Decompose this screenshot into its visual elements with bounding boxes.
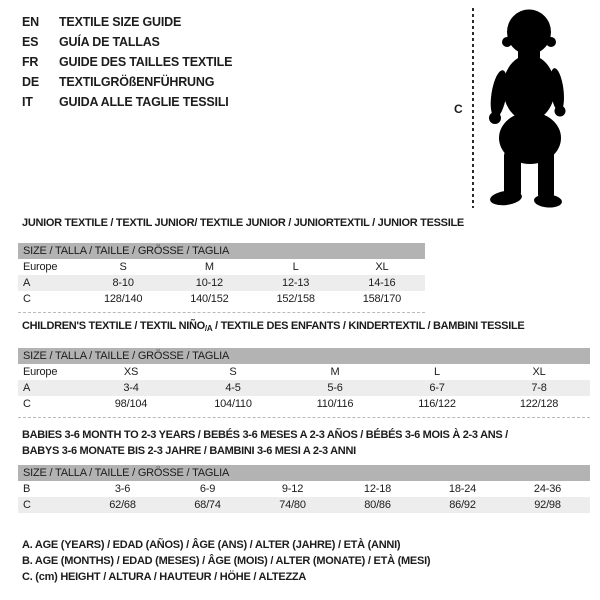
- table-cell: 3-6: [114, 483, 131, 495]
- legend-line-c: C. (cm) HEIGHT / ALTURA / HAUTEUR / HÖHE / ALTEZZA: [22, 571, 307, 583]
- table-row: [18, 396, 590, 412]
- table-cell: 128/140: [103, 293, 143, 305]
- table-row: [18, 497, 590, 513]
- language-label: TEXTILE SIZE GUIDE: [59, 15, 182, 29]
- table-cell: 8-10: [112, 277, 134, 289]
- table-bottom-rule: [18, 417, 590, 418]
- size-header-bar: SIZE / TALLA / TAILLE / GRÖSSE / TAGLIA: [18, 465, 590, 481]
- language-label: GUÍA DE TALLAS: [59, 35, 160, 49]
- table-cell: 18-24: [448, 483, 477, 495]
- table-row: [18, 259, 425, 275]
- baby-silhouette-icon: [486, 8, 578, 210]
- table-cell: 116/122: [418, 398, 456, 410]
- children-title-prefix: CHILDREN'S TEXTILE / TEXTIL NIÑO: [22, 320, 205, 332]
- language-label: GUIDA ALLE TAGLIE TESSILI: [59, 95, 229, 109]
- table-cell: 6-9: [199, 483, 216, 495]
- language-row: [22, 32, 232, 52]
- table-cell: 74/80: [279, 499, 306, 511]
- table-cell: 9-12: [281, 483, 304, 495]
- size-header-bar: SIZE / TALLA / TAILLE / GRÖSSE / TAGLIA: [18, 348, 590, 364]
- table-cell: M: [204, 261, 214, 273]
- language-row: [22, 52, 232, 72]
- row-label: B: [23, 483, 31, 495]
- language-label: GUIDE DES TAILLES TEXTILE: [59, 55, 233, 69]
- table-cell: 24-36: [533, 483, 562, 495]
- table-cell: 5-6: [327, 382, 343, 394]
- table-cell: 4-5: [225, 382, 241, 394]
- table-cell: 152/158: [276, 293, 315, 305]
- children-title-suffix: / TEXTILE DES ENFANTS / KINDERTEXTIL / BAMBINI TESSILE: [212, 320, 525, 332]
- table-cell: L: [434, 366, 440, 378]
- row-label: C: [23, 398, 31, 410]
- table-cell: 158/170: [362, 293, 402, 305]
- babies-table-title: [22, 427, 508, 459]
- height-measure-line: [472, 8, 474, 208]
- row-label: C: [23, 499, 31, 511]
- table-cell: 80/86: [364, 499, 391, 511]
- language-label: TEXTILGRÖßENFÜHRUNG: [59, 75, 215, 89]
- children-table-title: [22, 320, 524, 333]
- language-code: EN: [22, 15, 39, 29]
- measurement-legend: [22, 537, 430, 585]
- height-measure-label: C: [454, 102, 463, 116]
- row-label: C: [23, 293, 31, 305]
- table-cell: 110/116: [316, 398, 354, 410]
- table-cell: 140/152: [190, 293, 229, 305]
- table-cell: 104/110: [214, 398, 252, 410]
- table-bottom-rule: [18, 312, 425, 313]
- children-size-table: [18, 348, 590, 418]
- table-cell: 12-18: [363, 483, 392, 495]
- table-cell: 68/74: [194, 499, 221, 511]
- table-cell: S: [119, 261, 127, 273]
- table-cell: 122/128: [519, 398, 559, 410]
- table-cell: S: [229, 366, 237, 378]
- table-cell: 12-13: [282, 277, 310, 289]
- language-row: [22, 92, 232, 112]
- table-cell: 86/92: [449, 499, 476, 511]
- table-cell: XL: [375, 261, 389, 273]
- language-row: [22, 12, 232, 32]
- table-row: [18, 380, 590, 396]
- table-cell: 14-16: [368, 277, 396, 289]
- table-row: [18, 275, 425, 291]
- row-label: A: [23, 382, 31, 394]
- table-cell: 10-12: [195, 277, 223, 289]
- legend-line-b: B. AGE (MONTHS) / EDAD (MESES) / ÂGE (MOIS) / ALTER (MONATE) / ETÀ (MESI): [22, 555, 431, 567]
- babies-title-line1: BABIES 3-6 MONTH TO 2-3 YEARS / BEBÉS 3-6 MESES A 2-3 AÑOS / BÉBÉS 3-6 MOIS À 2-3 ANS /: [22, 429, 508, 441]
- row-label: A: [23, 277, 31, 289]
- language-code: ES: [22, 35, 39, 49]
- junior-table-title: JUNIOR TEXTILE / TEXTIL JUNIOR/ TEXTILE JUNIOR / JUNIORTEXTIL / JUNIOR TESSILE: [22, 217, 464, 229]
- babies-size-table: [18, 465, 590, 513]
- language-code: IT: [22, 95, 33, 109]
- table-cell: XL: [532, 366, 546, 378]
- table-cell: 7-8: [531, 382, 547, 394]
- junior-size-table: [18, 243, 425, 313]
- table-row: [18, 481, 590, 497]
- language-row: [22, 72, 232, 92]
- row-label: Europe: [23, 366, 58, 378]
- language-code: DE: [22, 75, 39, 89]
- table-cell: 6-7: [429, 382, 445, 394]
- language-code: FR: [22, 55, 39, 69]
- row-label: Europe: [23, 261, 58, 273]
- table-cell: M: [330, 366, 340, 378]
- size-header-bar: SIZE / TALLA / TAILLE / GRÖSSE / TAGLIA: [18, 243, 425, 259]
- babies-title-line2: BABYS 3-6 MONATE BIS 2-3 JAHRE / BAMBINI 3-6 MESI A 2-3 ANNI: [22, 445, 356, 457]
- table-row: [18, 291, 425, 307]
- baby-figure: [448, 8, 593, 213]
- children-title-subscript: /A: [204, 324, 213, 333]
- table-cell: 92/98: [534, 499, 561, 511]
- table-cell: 98/104: [114, 398, 148, 410]
- table-cell: 3-4: [123, 382, 139, 394]
- table-cell: L: [292, 261, 299, 273]
- language-header: [22, 12, 232, 112]
- legend-line-a: A. AGE (YEARS) / EDAD (AÑOS) / ÂGE (ANS) / ALTER (JAHRE) / ETÀ (ANNI): [22, 539, 401, 551]
- table-cell: XS: [123, 366, 139, 378]
- table-cell: 62/68: [109, 499, 136, 511]
- table-row: [18, 364, 590, 380]
